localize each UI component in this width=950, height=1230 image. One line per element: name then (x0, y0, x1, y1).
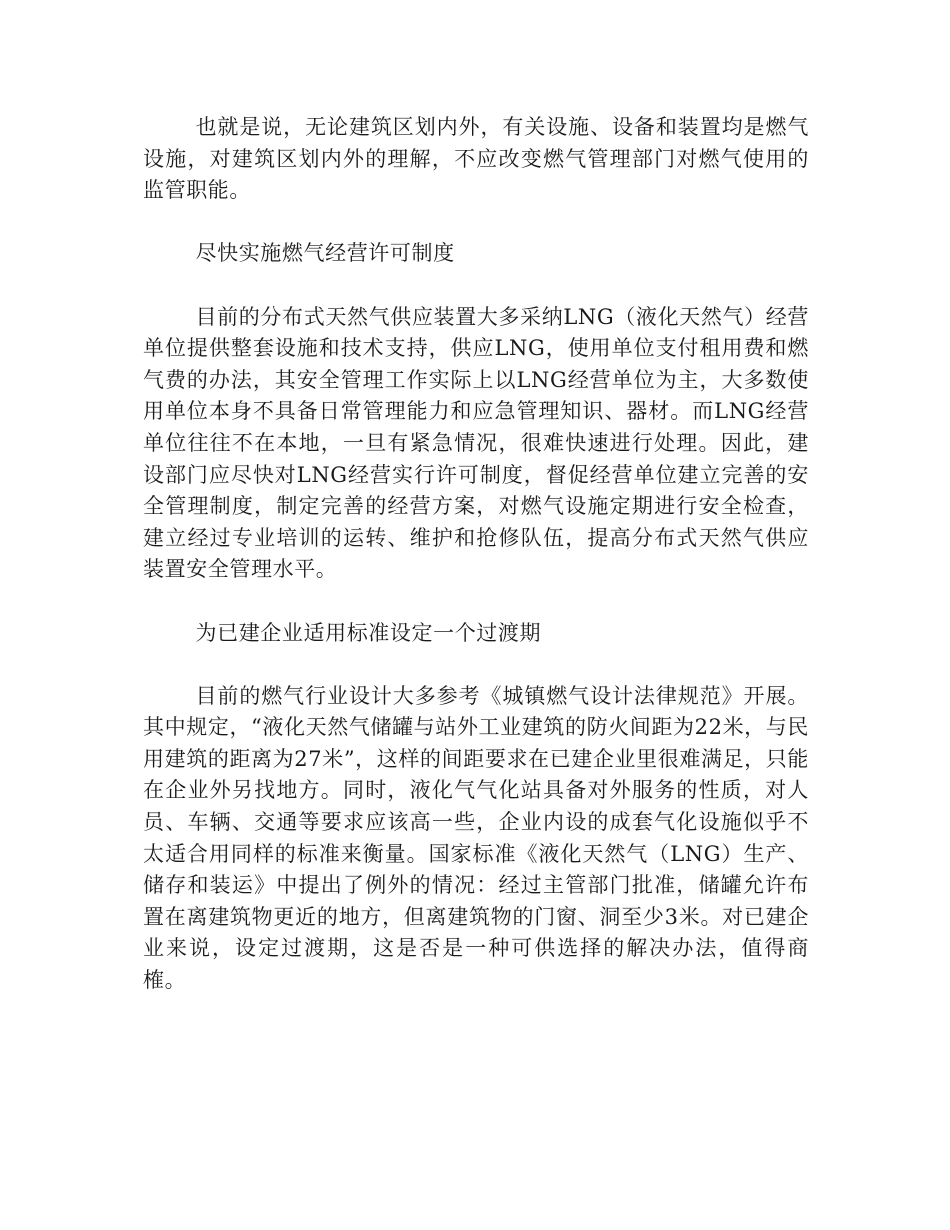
paragraph-license: 目前的分布式天然气供应装置大多采纳LNG（液化天然气）经营单位提供整套设施和技术支持，供应LNG，使用单位支付租用费和燃气费的办法，其安全管理工作实际上以LNG经营单位为主，大多数使用单位本身不具备日常管理能力和应急管理知识、器材。而LNG经营单位往往不在本地，一旦有紧急情况，很难快速进行处理。因此，建设部门应尽快对LNG经营实行许可制度，督促经营单位建立完善的安全管理制度，制定完善的经营方案，对燃气设施定期进行安全检查，建立经过专业培训的运转、维护和抢修队伍，提高分布式天然气供应装置安全管理水平。 (143, 304, 809, 582)
section-heading-transition: 为已建企业适用标准设定一个过渡期 (195, 620, 542, 645)
paragraph-intro: 也就是说，无论建筑区划内外，有关设施、设备和装置均是燃气设施，对建筑区划内外的理解，不应改变燃气管理部门对燃气使用的监管职能。 (143, 115, 809, 203)
paragraph-transition: 目前的燃气行业设计大多参考《城镇燃气设计法律规范》开展。其中规定，“液化天然气储罐与站外工业建筑的防火间距为22米，与民用建筑的距离为27米”，这样的间距要求在已建企业里很难满足，只能在企业外另找地方。同时，液化气气化站具备对外服务的性质，对人员、车辆、交通等要求应该高一些，企业内设的成套气化设施似乎不太适合用同样的标准来衡量。国家标准《液化天然气（LNG）生产、储存和装运》中提出了例外的情况：经过主管部门批准，储罐允许布置在离建筑物更近的地方，但离建筑物的门窗、洞至少3米。对已建企业来说，设定过渡期，这是否是一种可供选择的解决办法，值得商榷。 (143, 683, 809, 993)
document-body (143, 112, 809, 1028)
section-heading-license: 尽快实施燃气经营许可制度 (195, 241, 455, 266)
